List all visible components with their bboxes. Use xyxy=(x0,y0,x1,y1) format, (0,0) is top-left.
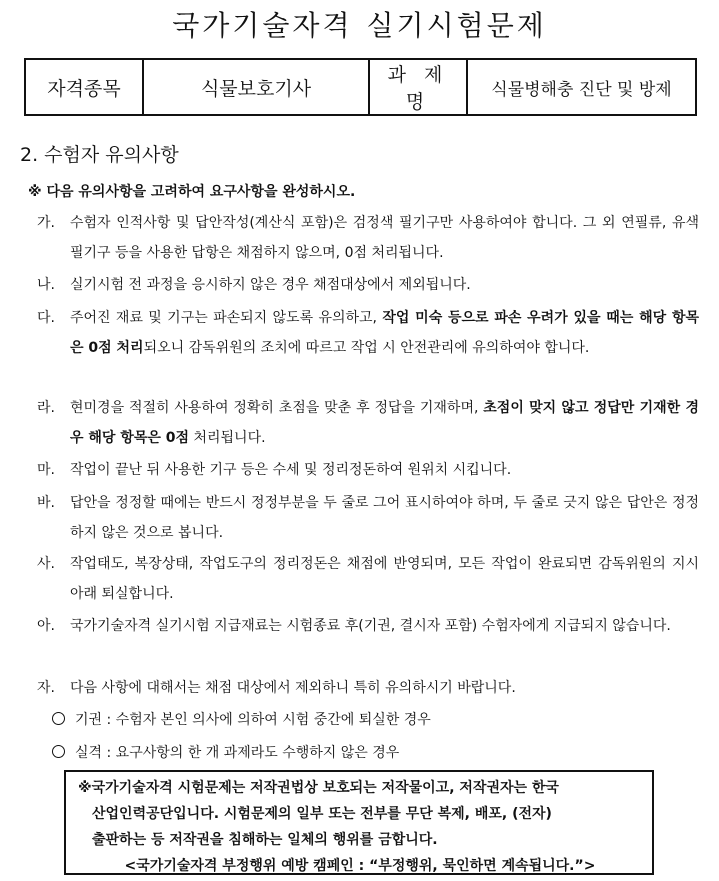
notice-heading: ※ 다음 유의사항을 고려하여 요구사항을 완성하시오. xyxy=(28,184,356,200)
notice-item-marker: 바. xyxy=(37,495,55,511)
sub-item xyxy=(52,742,399,762)
notice-item xyxy=(37,549,699,609)
qualification-label: 자격종목 xyxy=(25,59,143,115)
title-part-2: 실기시험문제 xyxy=(366,9,547,42)
notice-item xyxy=(37,303,699,363)
notice-item-marker: 다. xyxy=(37,310,55,326)
copyright-notice-box xyxy=(64,770,654,875)
notice-item xyxy=(37,611,699,641)
task-value: 식물병해충 진단 및 방제 xyxy=(467,59,696,115)
notice-item-text xyxy=(70,303,699,363)
notice-item-marker: 나. xyxy=(37,277,55,293)
notice-item xyxy=(37,208,699,268)
notice-item xyxy=(37,393,699,453)
circle-bullet-icon xyxy=(52,712,65,725)
notice-item-marker: 사. xyxy=(37,556,55,572)
emphasized-text: 초점이 맞지 않고 정답만 기재한 경우 해당 항목은 0점 xyxy=(70,400,699,446)
text-segment: 작업이 끝난 뒤 사용한 기구 등은 수세 및 정리정돈하여 원위치 시킵니다. xyxy=(70,462,512,478)
text-segment: 처리됩니다. xyxy=(189,430,266,446)
text-segment: 국가기술자격 실기시험 지급재료는 시험종료 후(기권, 결시자 포함) 수험자에게 지급되지 않습니다. xyxy=(70,618,671,634)
notice-item-marker: 라. xyxy=(37,400,55,416)
text-segment: 실기시험 전 과정을 응시하지 않은 경우 채점대상에서 제외됩니다. xyxy=(70,277,471,293)
sub-item-text: 실격 : 요구사항의 한 개 과제라도 수행하지 않은 경우 xyxy=(75,745,400,761)
text-segment: 되오니 감독위원의 조치에 따르고 작업 시 안전관리에 유의하여야 합니다. xyxy=(143,340,590,356)
notice-item xyxy=(37,673,699,703)
notice-item xyxy=(37,270,699,300)
notice-item-marker: 마. xyxy=(37,462,55,478)
notice-item-text xyxy=(70,270,699,300)
notice-item-text xyxy=(70,549,699,609)
emphasized-text: 작업 미숙 등으로 파손 우려가 있을 때는 해당 항목은 0점 처리 xyxy=(70,310,699,356)
text-segment: 다음 사항에 대해서는 채점 대상에서 제외하니 특히 유의하시기 바랍니다. xyxy=(70,680,516,696)
notice-item xyxy=(37,455,699,485)
circle-bullet-icon xyxy=(52,745,65,758)
campaign-line: <국가기술자격 부정행위 예방 캠페인 : “부정행위, 묵인하면 계속됩니다.”> xyxy=(124,858,596,874)
notice-item-marker: 자. xyxy=(37,680,55,696)
section-title: 2. 수험자 유의사항 xyxy=(20,144,179,166)
text-segment: 답안을 정정할 때에는 반드시 정정부분을 두 줄로 그어 표시하여야 하며, 두 줄로 긋지 않은 답안은 정정하지 않은 것으로 봅니다. xyxy=(70,495,699,541)
sub-item xyxy=(52,709,431,729)
notice-item-text xyxy=(70,455,699,485)
task-label: 과 제 명 xyxy=(369,59,467,115)
notice-item-marker: 가. xyxy=(37,215,55,231)
text-segment: 주어진 재료 및 기구는 파손되지 않도록 유의하고, xyxy=(70,310,383,326)
exam-info-table xyxy=(24,58,697,116)
notice-item-text xyxy=(70,488,699,548)
notice-item-marker: 아. xyxy=(37,618,55,634)
notice-item-text xyxy=(70,673,699,703)
notice-item xyxy=(37,488,699,548)
qualification-value: 식물보호기사 xyxy=(143,59,369,115)
copyright-line: ※국가기술자격 시험문제는 저작권법상 보호되는 저작물이고, 저작권자는 한국 xyxy=(78,780,559,796)
text-segment: 수험자 인적사항 및 답안작성(계산식 포함)은 검정색 필기구만 사용하여야 합니다. 그 외 연필류, 유색 필기구 등을 사용한 답항은 채점하지 않으며, 0점 처리됩니다. xyxy=(70,215,699,261)
text-segment: 작업태도, 복장상태, 작업도구의 정리정돈은 채점에 반영되며, 모든 작업이 완료되면 감독위원의 지시 아래 퇴실합니다. xyxy=(70,556,699,602)
copyright-line: 출판하는 등 저작권을 침해하는 일체의 행위를 금합니다. xyxy=(92,832,438,848)
notice-item-text xyxy=(70,393,699,453)
notice-item-text xyxy=(70,208,699,268)
page-title xyxy=(0,4,719,44)
title-part-1: 국가기술자격 xyxy=(172,9,353,42)
text-segment: 현미경을 적절히 사용하여 정확히 초점을 맞춘 후 정답을 기재하며, xyxy=(70,400,484,416)
notice-item-text xyxy=(70,611,699,641)
copyright-line: 산업인력공단입니다. 시험문제의 일부 또는 전부를 무단 복제, 배포, (전자) xyxy=(92,806,552,822)
sub-item-text: 기권 : 수험자 본인 의사에 의하여 시험 중간에 퇴실한 경우 xyxy=(75,712,431,728)
